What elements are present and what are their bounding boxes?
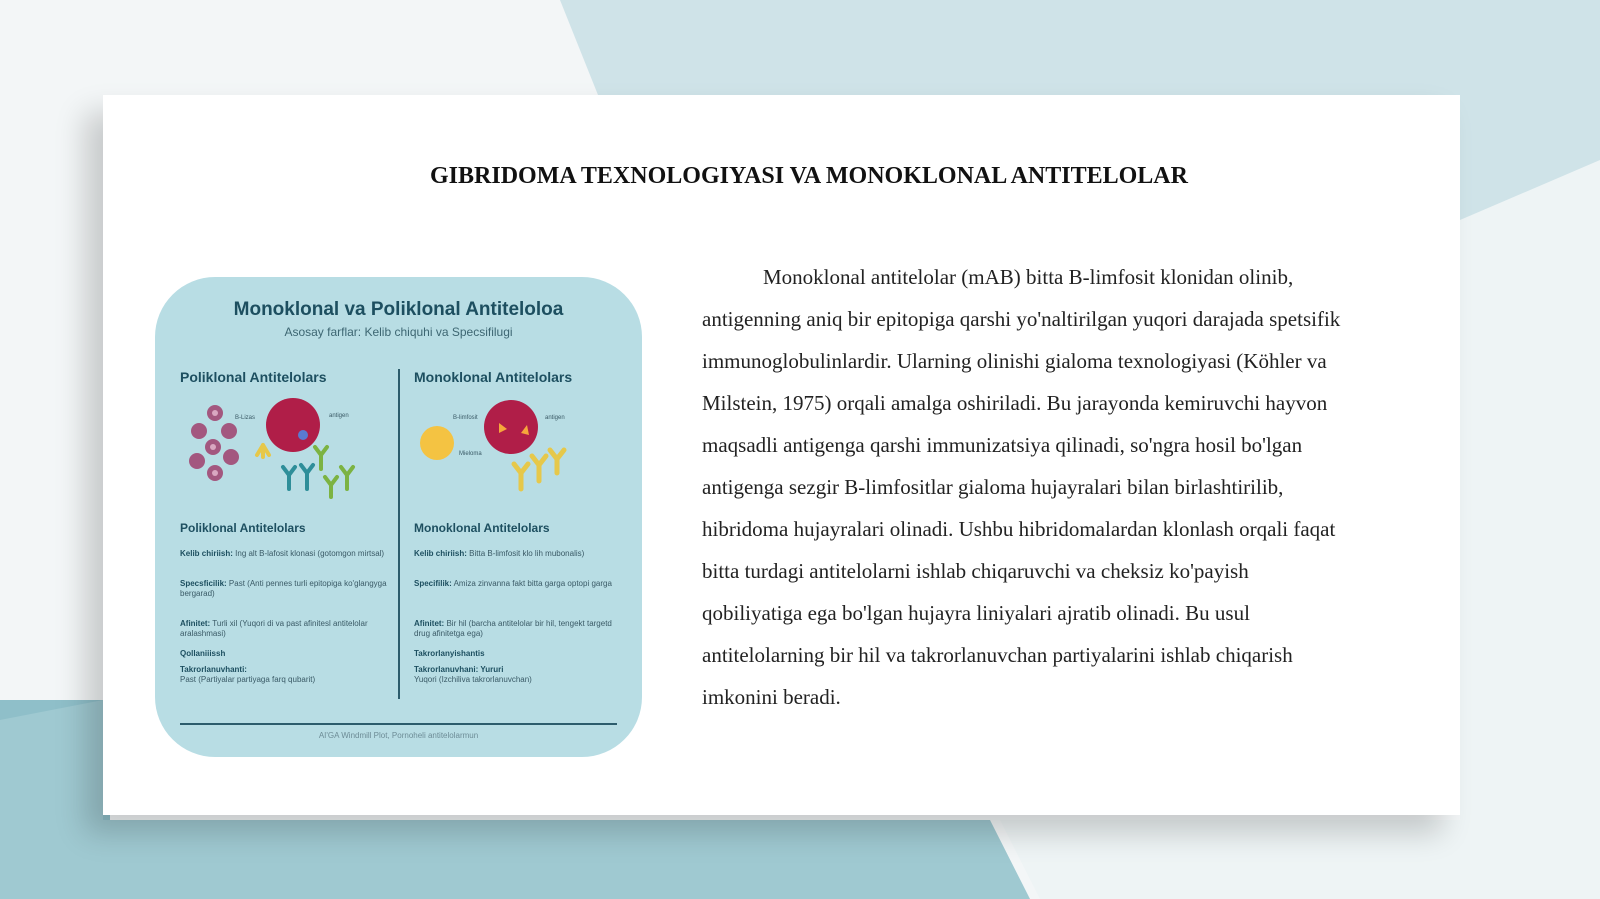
infographic-subtitle: Asosay farflar: Kelib chiquhi va Specsifilugi [284,325,513,339]
left-attr-origin: Kelib chiriish: Ing alt B-lafosit klonasi (gotomgon mirtsal) [180,549,385,558]
right-attr-specificity: Specifilik: Amiza zinvanna fakt bitta garga optopi garga [414,579,612,588]
slide-title: GIBRIDOMA TEXNOLOGIYASI VA MONOKLONAL ANTITELOLAR [430,163,1188,189]
left-attr-usage: Qollaniiissh [180,649,226,658]
right-attr-origin: Kelib chiriish: Bitta B-limfosit klo lih mubonalis) [414,549,585,558]
label-b-lizas: B-Lizas [235,415,256,421]
body-paragraph: Monoklonal antitelolar (mAB) bitta B-limfosit klonidan olinib, antigenning aniq bir epitopiga qarshi yo'naltirilgan yuqori darajada spetsifik immunoglobulinlardir. Ularning olinishi gialoma texnologiyasi (Köhler va Milstein, 1975) orqali amalga oshiriladi. Bu jarayonda kemiruvchi hayvon maqsadli antigenga qarshi immunizatsiya qilinadi, so'ngra hosil bo'lgan antigenga sezgir B-limfositlar gialoma hujayralari bilan birlashtirilib, hibridoma hujayralari olinadi. Ushbu hibridomalardan klonlash orqali faqat bitta turdagi antitelolarni ishlab chiqaruvchi va cheksiz ko'payish qobiliyatiga ega bo'lgan hujayra liniyalari ajratib olinadi. Bu usul antitelolarning bir hil va takrorlanuvchan partiyalarini ishlab chiqarish imkonini beradi. [702,265,1341,709]
column-divider [398,369,400,699]
right-attr-affinity: Afinitet: Bir hil (barcha antitelolar bir hil, tengekt targetd drug afinitetga ega) [414,619,612,638]
left-attr-specificity: Specsficilik: Past (Anti pennes turli epitopiga ko'glangyga bergarad) [180,579,387,598]
label-antigen-right: antigen [545,415,565,421]
slide-canvas [103,95,1460,815]
footer-rule [180,723,617,725]
left-attr-reproducibility: Takrorlanuvhanti: Past (Partiyalar partiyaga farq qubarit) [180,665,316,684]
left-attr-affinity: Afinitet: Turli xil (Yuqori di va past afinitesl antitelolar aralashmasi) [180,619,368,638]
label-b-limfosit: B-limfosit [453,415,478,421]
right-column-header: Monoklonal Antitelolars [414,369,573,385]
infographic-card [155,277,642,757]
left-section-header: Poliklonal Antitelolars [180,521,306,535]
left-column-header: Poliklonal Antitelolars [180,369,327,385]
label-mieloma: Mieloma [459,451,482,457]
right-section-header: Monoklonal Antitelolars [414,521,550,535]
polyclonal-illustration [185,395,385,505]
label-antigen-left: antigen [329,413,349,419]
infographic-title: Monoklonal va Poliklonal Antiteloloa [233,299,564,320]
infographic-footnote: AI'GA Windmill Plot, Pornoheli antitelolarmun [318,731,479,740]
right-attr-usage: Takrorlanyishantis [414,649,485,658]
right-attr-reproducibility: Takrorlanuvhani: Yururi Yuqori (Izchiliva takrorlanuvchan) [414,665,532,684]
monoclonal-illustration [417,395,627,505]
